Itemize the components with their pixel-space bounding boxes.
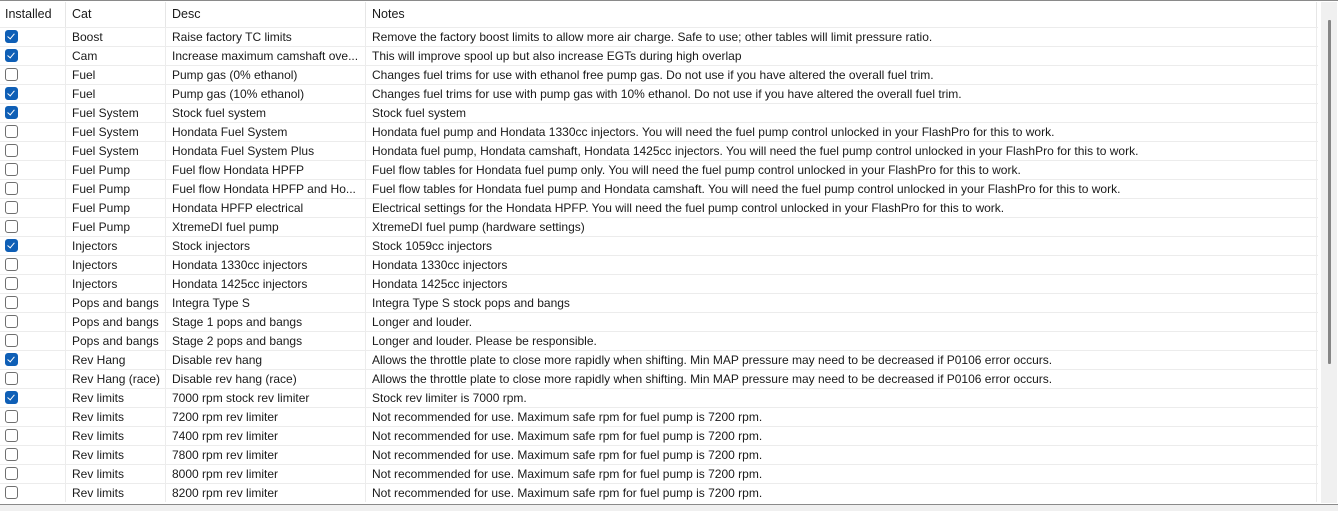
notes-cell: Not recommended for use. Maximum safe rpm for fuel pump is 7200 rpm. — [366, 465, 1317, 483]
notes-cell: Not recommended for use. Maximum safe rpm for fuel pump is 7200 rpm. — [366, 446, 1317, 464]
row-end-divider — [1317, 85, 1318, 103]
notes-cell: Longer and louder. Please be responsible. — [366, 332, 1317, 350]
options-grid — [0, 2, 1318, 504]
desc-cell: Increase maximum camshaft ove... — [166, 47, 366, 65]
table-row[interactable] — [0, 236, 1318, 255]
table-row[interactable] — [0, 274, 1318, 293]
table-row[interactable] — [0, 198, 1318, 217]
cat-cell: Fuel Pump — [66, 199, 166, 217]
row-end-divider — [1317, 389, 1318, 407]
grid-body — [0, 27, 1318, 502]
installed-checkbox-unchecked[interactable] — [5, 125, 18, 138]
cat-cell: Fuel Pump — [66, 180, 166, 198]
desc-cell: Disable rev hang — [166, 351, 366, 369]
cat-cell: Fuel Pump — [66, 218, 166, 236]
desc-cell: Pump gas (10% ethanol) — [166, 85, 366, 103]
table-row[interactable] — [0, 388, 1318, 407]
desc-cell: 7800 rpm rev limiter — [166, 446, 366, 464]
cat-cell: Rev limits — [66, 465, 166, 483]
column-header-installed[interactable]: Installed — [0, 2, 66, 27]
cat-cell: Rev limits — [66, 446, 166, 464]
installed-checkbox-unchecked[interactable] — [5, 448, 18, 461]
installed-checkbox-checked[interactable] — [5, 30, 18, 43]
cat-cell: Pops and bangs — [66, 332, 166, 350]
table-row[interactable] — [0, 122, 1318, 141]
installed-checkbox-unchecked[interactable] — [5, 486, 18, 499]
notes-cell: Fuel flow tables for Hondata fuel pump only. You will need the fuel pump control unlocked in your FlashPro for this to work. — [366, 161, 1317, 179]
notes-cell: Longer and louder. — [366, 313, 1317, 331]
cat-cell: Pops and bangs — [66, 294, 166, 312]
desc-cell: 7000 rpm stock rev limiter — [166, 389, 366, 407]
installed-checkbox-unchecked[interactable] — [5, 315, 18, 328]
notes-cell: Integra Type S stock pops and bangs — [366, 294, 1317, 312]
row-end-divider — [1317, 161, 1318, 179]
row-end-divider — [1317, 180, 1318, 198]
installed-checkbox-checked[interactable] — [5, 87, 18, 100]
cat-cell: Injectors — [66, 256, 166, 274]
row-end-divider — [1317, 465, 1318, 483]
installed-cell — [0, 104, 66, 122]
installed-checkbox-unchecked[interactable] — [5, 296, 18, 309]
desc-cell: Hondata HPFP electrical — [166, 199, 366, 217]
installed-cell — [0, 142, 66, 160]
row-end-divider — [1317, 294, 1318, 312]
table-row[interactable] — [0, 407, 1318, 426]
cat-cell: Boost — [66, 28, 166, 46]
table-row[interactable] — [0, 255, 1318, 274]
installed-cell — [0, 465, 66, 483]
installed-cell — [0, 408, 66, 426]
installed-cell — [0, 370, 66, 388]
notes-cell: Changes fuel trims for use with ethanol free pump gas. Do not use if you have altered the overall fuel trim. — [366, 66, 1317, 84]
desc-cell: 8200 rpm rev limiter — [166, 484, 366, 502]
installed-checkbox-unchecked[interactable] — [5, 372, 18, 385]
table-row[interactable] — [0, 179, 1318, 198]
notes-cell: Hondata 1425cc injectors — [366, 275, 1317, 293]
installed-cell — [0, 294, 66, 312]
column-header-cat[interactable]: Cat — [66, 2, 166, 27]
cat-cell: Rev limits — [66, 427, 166, 445]
notes-cell: XtremeDI fuel pump (hardware settings) — [366, 218, 1317, 236]
table-row[interactable] — [0, 464, 1318, 483]
installed-checkbox-checked[interactable] — [5, 106, 18, 119]
table-row[interactable] — [0, 312, 1318, 331]
table-row[interactable] — [0, 46, 1318, 65]
cat-cell: Rev Hang — [66, 351, 166, 369]
row-end-divider — [1317, 332, 1318, 350]
cat-cell: Fuel — [66, 66, 166, 84]
row-end-divider — [1317, 275, 1318, 293]
cat-cell: Rev limits — [66, 484, 166, 502]
desc-cell: Fuel flow Hondata HPFP and Ho... — [166, 180, 366, 198]
row-end-divider — [1317, 28, 1318, 46]
cat-cell: Injectors — [66, 237, 166, 255]
table-row[interactable] — [0, 293, 1318, 312]
installed-cell — [0, 199, 66, 217]
installed-checkbox-checked[interactable] — [5, 49, 18, 62]
desc-cell: 8000 rpm rev limiter — [166, 465, 366, 483]
cat-cell: Cam — [66, 47, 166, 65]
installed-checkbox-checked[interactable] — [5, 239, 18, 252]
cat-cell: Fuel System — [66, 142, 166, 160]
row-end-divider — [1317, 66, 1318, 84]
desc-cell: Fuel flow Hondata HPFP — [166, 161, 366, 179]
table-row[interactable] — [0, 483, 1318, 502]
notes-cell: Fuel flow tables for Hondata fuel pump and Hondata camshaft. You will need the fuel pump control unlocked in your FlashPro for this to work. — [366, 180, 1317, 198]
installed-cell — [0, 180, 66, 198]
table-row[interactable] — [0, 103, 1318, 122]
vertical-scrollbar[interactable] — [1321, 2, 1337, 503]
table-row[interactable] — [0, 331, 1318, 350]
installed-cell — [0, 446, 66, 464]
row-end-divider — [1317, 313, 1318, 331]
installed-cell — [0, 123, 66, 141]
installed-cell — [0, 275, 66, 293]
row-end-divider — [1317, 123, 1318, 141]
table-row[interactable] — [0, 369, 1318, 388]
notes-cell: Remove the factory boost limits to allow more air charge. Safe to use; other tables will limit pressure ratio. — [366, 28, 1317, 46]
installed-cell — [0, 218, 66, 236]
installed-cell — [0, 85, 66, 103]
installed-cell — [0, 161, 66, 179]
desc-cell: XtremeDI fuel pump — [166, 218, 366, 236]
installed-cell — [0, 332, 66, 350]
row-end-divider — [1317, 484, 1318, 502]
installed-checkbox-unchecked[interactable] — [5, 182, 18, 195]
notes-cell: Stock 1059cc injectors — [366, 237, 1317, 255]
table-row[interactable] — [0, 160, 1318, 179]
installed-cell — [0, 47, 66, 65]
table-row[interactable] — [0, 217, 1318, 236]
installed-checkbox-unchecked[interactable] — [5, 410, 18, 423]
installed-cell — [0, 484, 66, 502]
grid-header — [0, 2, 1318, 27]
notes-cell: Changes fuel trims for use with pump gas with 10% ethanol. Do not use if you have altered the overall fuel trim. — [366, 85, 1317, 103]
cat-cell: Rev Hang (race) — [66, 370, 166, 388]
notes-cell: Not recommended for use. Maximum safe rpm for fuel pump is 7200 rpm. — [366, 484, 1317, 502]
row-end-divider — [1317, 47, 1318, 65]
row-end-divider — [1317, 351, 1318, 369]
desc-cell: Stage 2 pops and bangs — [166, 332, 366, 350]
installed-checkbox-unchecked[interactable] — [5, 429, 18, 442]
cat-cell: Rev limits — [66, 408, 166, 426]
row-end-divider — [1317, 199, 1318, 217]
desc-cell: 7200 rpm rev limiter — [166, 408, 366, 426]
cat-cell: Injectors — [66, 275, 166, 293]
desc-cell: Hondata Fuel System — [166, 123, 366, 141]
row-end-divider — [1317, 256, 1318, 274]
table-row[interactable] — [0, 445, 1318, 464]
cat-cell: Pops and bangs — [66, 313, 166, 331]
notes-cell: Not recommended for use. Maximum safe rpm for fuel pump is 7200 rpm. — [366, 427, 1317, 445]
desc-cell: Hondata 1425cc injectors — [166, 275, 366, 293]
installed-cell — [0, 427, 66, 445]
installed-checkbox-checked[interactable] — [5, 391, 18, 404]
cat-cell: Rev limits — [66, 389, 166, 407]
installed-checkbox-unchecked[interactable] — [5, 144, 18, 157]
installed-cell — [0, 351, 66, 369]
row-end-divider — [1317, 408, 1318, 426]
row-end-divider — [1317, 446, 1318, 464]
column-header-notes[interactable]: Notes — [366, 2, 1317, 27]
notes-cell: Stock fuel system — [366, 104, 1317, 122]
row-end-divider — [1317, 370, 1318, 388]
cat-cell: Fuel System — [66, 123, 166, 141]
desc-cell: Hondata 1330cc injectors — [166, 256, 366, 274]
notes-cell: Hondata fuel pump, Hondata camshaft, Hondata 1425cc injectors. You will need the fuel pump control unlocked in your FlashPro for this to work. — [366, 142, 1317, 160]
table-row[interactable] — [0, 84, 1318, 103]
table-row[interactable] — [0, 426, 1318, 445]
desc-cell: Stock fuel system — [166, 104, 366, 122]
desc-cell: Disable rev hang (race) — [166, 370, 366, 388]
table-row[interactable] — [0, 65, 1318, 84]
installed-cell — [0, 237, 66, 255]
notes-cell: Not recommended for use. Maximum safe rpm for fuel pump is 7200 rpm. — [366, 408, 1317, 426]
notes-cell: Electrical settings for the Hondata HPFP. You will need the fuel pump control unlocked in your FlashPro for this to work. — [366, 199, 1317, 217]
row-end-divider — [1317, 142, 1318, 160]
table-row[interactable] — [0, 350, 1318, 369]
scrollbar-thumb[interactable] — [1328, 20, 1331, 364]
notes-cell: Allows the throttle plate to close more rapidly when shifting. Min MAP pressure may need to be decreased if P0106 error occurs. — [366, 351, 1317, 369]
table-row[interactable] — [0, 27, 1318, 46]
column-header-desc[interactable]: Desc — [166, 2, 366, 27]
desc-cell: Stage 1 pops and bangs — [166, 313, 366, 331]
installed-checkbox-unchecked[interactable] — [5, 334, 18, 347]
row-end-divider — [1317, 427, 1318, 445]
installed-cell — [0, 389, 66, 407]
desc-cell: Pump gas (0% ethanol) — [166, 66, 366, 84]
notes-cell: This will improve spool up but also increase EGTs during high overlap — [366, 47, 1317, 65]
row-end-divider — [1317, 237, 1318, 255]
installed-cell — [0, 28, 66, 46]
row-end-divider — [1317, 104, 1318, 122]
cat-cell: Fuel Pump — [66, 161, 166, 179]
cat-cell: Fuel — [66, 85, 166, 103]
notes-cell: Allows the throttle plate to close more rapidly when shifting. Min MAP pressure may need to be decreased if P0106 error occurs. — [366, 370, 1317, 388]
installed-checkbox-unchecked[interactable] — [5, 163, 18, 176]
cat-cell: Fuel System — [66, 104, 166, 122]
desc-cell: Raise factory TC limits — [166, 28, 366, 46]
installed-checkbox-unchecked[interactable] — [5, 277, 18, 290]
installed-checkbox-unchecked[interactable] — [5, 258, 18, 271]
table-row[interactable] — [0, 141, 1318, 160]
notes-cell: Stock rev limiter is 7000 rpm. — [366, 389, 1317, 407]
installed-checkbox-unchecked[interactable] — [5, 467, 18, 480]
installed-checkbox-unchecked[interactable] — [5, 220, 18, 233]
installed-checkbox-checked[interactable] — [5, 353, 18, 366]
installed-cell — [0, 256, 66, 274]
desc-cell: Stock injectors — [166, 237, 366, 255]
row-end-divider — [1317, 218, 1318, 236]
notes-cell: Hondata fuel pump and Hondata 1330cc injectors. You will need the fuel pump control unlocked in your FlashPro for this to work. — [366, 123, 1317, 141]
installed-checkbox-unchecked[interactable] — [5, 201, 18, 214]
installed-cell — [0, 66, 66, 84]
desc-cell: Hondata Fuel System Plus — [166, 142, 366, 160]
notes-cell: Hondata 1330cc injectors — [366, 256, 1317, 274]
installed-cell — [0, 313, 66, 331]
desc-cell: 7400 rpm rev limiter — [166, 427, 366, 445]
installed-checkbox-unchecked[interactable] — [5, 68, 18, 81]
desc-cell: Integra Type S — [166, 294, 366, 312]
